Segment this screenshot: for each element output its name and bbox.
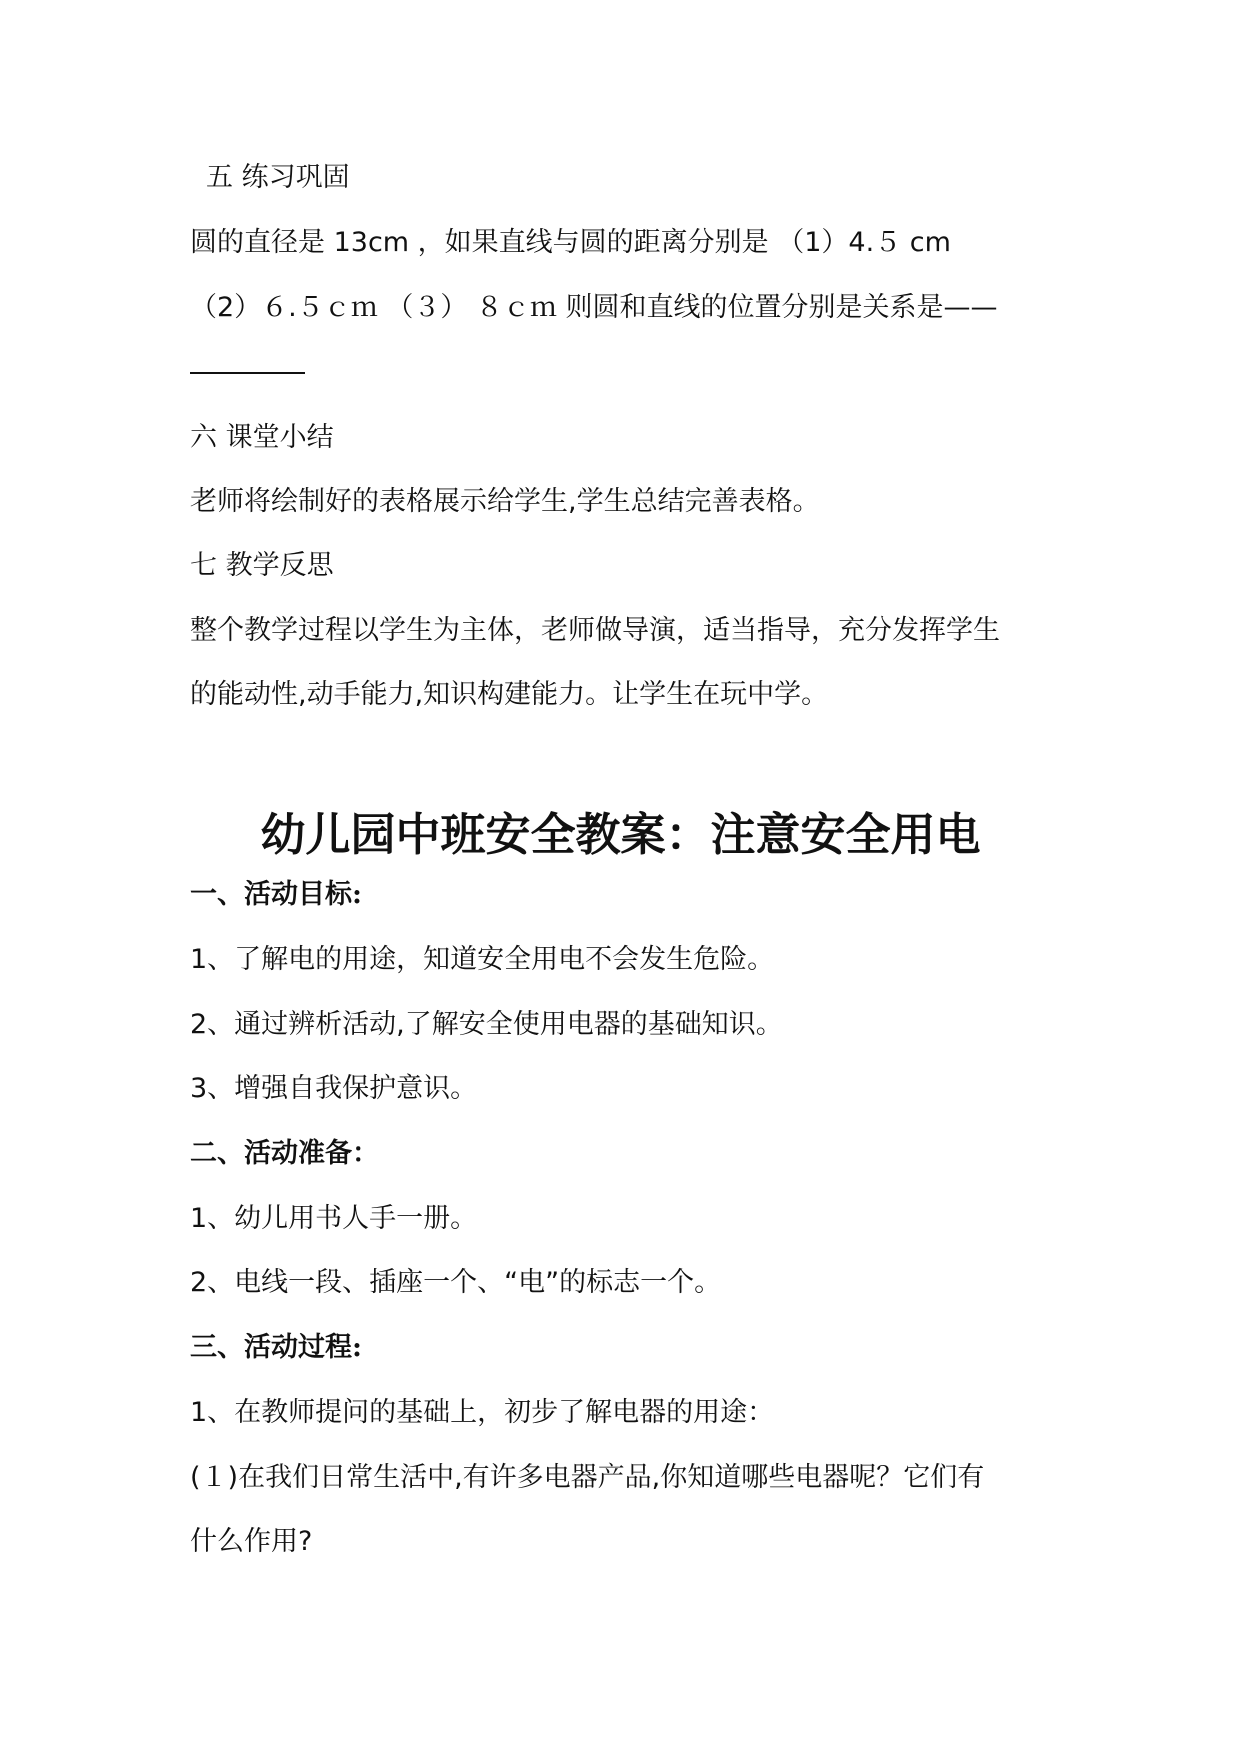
section7-heading: 七 教学反思: [190, 550, 334, 581]
question-line-2: 什么作用?: [190, 1526, 313, 1557]
goal-item-1: 1、了解电的用途，知道安全用电不会发生危险。: [190, 944, 775, 975]
prep-heading: 二、活动准备：: [190, 1138, 379, 1169]
process-heading: 三、活动过程:: [190, 1332, 362, 1363]
prep-item-2: 2、电线一段、插座一个、“电”的标志一个。: [190, 1267, 722, 1298]
goal-item-3: 3、增强自我保护意识。: [190, 1073, 478, 1104]
section7-line1: 整个教学过程以学生为主体，老师做导演，适当指导，充分发挥学生: [190, 615, 1000, 646]
section6-heading: 六 课堂小结: [190, 422, 334, 453]
prep-item-1: 1、幼儿用书人手一册。: [190, 1203, 478, 1234]
goal-item-2: 2、通过辨析活动,了解安全使用电器的基础知识。: [190, 1009, 783, 1040]
section6-text: 老师将绘制好的表格展示给学生,学生总结完善表格。: [190, 486, 820, 517]
question-line-1: (１)在我们日常生活中,有许多电器产品,你知道哪些电器呢？它们有: [190, 1462, 985, 1493]
section5-heading: 五 练习巩固: [206, 162, 350, 193]
section5-line1: 圆的直径是 13cm ，如果直线与圆的距离分别是 （1）4.５ cm: [190, 227, 951, 258]
process-step-1: 1、在教师提问的基础上，初步了解电器的用途：: [190, 1397, 775, 1428]
section5-line2: （2）６.５ｃｍ （３） ８ｃｍ 则圆和直线的位置分别是关系是——: [190, 292, 998, 323]
goals-heading: 一、活动目标:: [190, 879, 362, 910]
lesson-title: 幼儿园中班安全教案：注意安全用电: [260, 808, 981, 861]
section7-line2: 的能动性,动手能力,知识构建能力。让学生在玩中学。: [190, 679, 829, 710]
answer-blank-line: [190, 372, 305, 374]
